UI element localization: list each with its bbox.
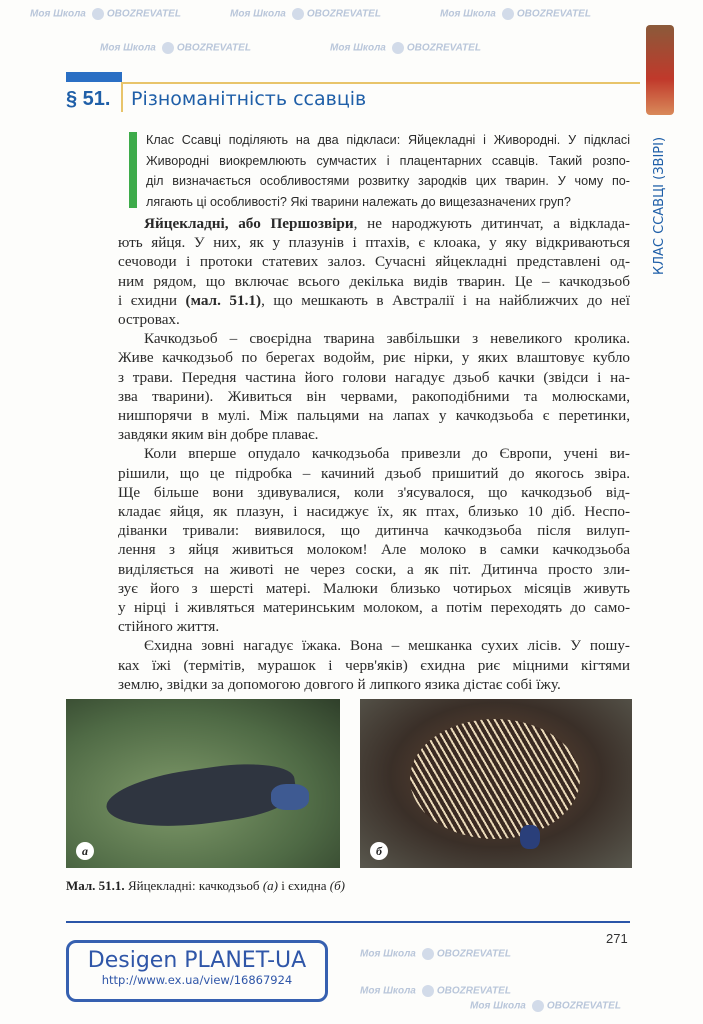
text-segment: Качкодзьоб – своєрідна тварина завбільшки з невеликого кролика. [144,330,630,348]
bold-term: (мал. 51.1) [185,291,262,309]
echidna-photo [360,699,632,868]
watermark-school: Моя Школа [100,42,156,54]
text-line [118,560,630,579]
text-line [118,636,630,655]
watermark-logo-icon [292,8,304,20]
stamp-title: Desigen PLANET-UA [87,948,307,973]
text-segment: лення з яйця живиться молоком! Але молоко в самки качкодзьоба [118,541,630,559]
watermark-school: Моя Школа [230,8,286,20]
text-line [118,675,630,694]
watermark-logo-icon [532,1000,544,1012]
page-title: Різноманітність ссавців [131,88,367,110]
text-segment: Ще більше вони здивувалися, коли з'ясувалося, що качкодзьоб від- [118,483,630,501]
text-line [118,310,630,329]
watermark [470,1000,621,1012]
paragraph [118,214,630,329]
text-segment: виділяється на животі не через соски, а як піт. Дитинча просто зли- [118,560,630,578]
paragraph [118,444,630,636]
caption-a: (а) [262,878,278,893]
bold-term: Яйцекладні, або Першозвіри [144,215,354,232]
watermark [330,42,481,54]
watermark-logo-icon [92,8,104,20]
watermark-school: Моя Школа [440,8,496,20]
watermark-logo-icon [502,8,514,20]
watermark-logo-icon [422,985,434,997]
echidna-snout [520,825,540,849]
watermark-school: Моя Школа [30,8,86,20]
text-segment: нишпорячи в мулі. Між пальцями на лапах у качкодзьоба є перетинки, [118,407,630,425]
caption-number: Мал. 51.1. [66,878,125,893]
text-line [118,502,630,521]
watermark-school: Моя Школа [470,1000,526,1012]
platypus-body [103,756,299,837]
header-accent-bar [66,72,122,82]
text-line [118,406,630,425]
watermark [230,8,381,20]
text-line [118,214,630,233]
figure-caption [66,878,345,894]
text-segment: Коли вперше опудало качкодзьоба привезли до Європи, учені ви- [144,445,630,463]
watermark [30,8,181,20]
text-segment: рішили, що це підробка – качиний дзьоб пришитий до якогось звіра. [118,464,630,482]
text-segment: сечоводи і протоки статевих залоз. Сучасні яйцекладні представлені од- [118,253,630,271]
watermark-brand: OBOZREVATEL [106,8,181,20]
watermark-brand: OBOZREVATEL [306,8,381,20]
text-segment: , що мешкають в Австралії і на найближчих до неї [261,291,630,309]
page-number: 271 [606,931,628,946]
watermark-logo-icon [392,42,404,54]
text-segment: кладає яйця, як плазун, і насиджує їх, як птах, близько 10 діб. Неспо- [118,503,630,521]
intro-line: Живородні виокремлюють сумчастих і плацентарних ссавців. Такий розпо- [146,153,630,168]
platypus-photo [66,699,340,868]
text-segment: стійного життя. [118,618,220,636]
section-number: § 51. [66,88,111,110]
text-line [118,579,630,598]
intro-line: Клас Ссавці поділяють на два підкласи: Яйцекладні і Живородні. У підкласі [146,133,630,147]
watermark [100,42,251,54]
side-tab [642,25,678,275]
text-line [118,368,630,387]
text-line [118,483,630,502]
photo-label-b: б [370,842,388,860]
text-segment: Живе качкодзьоб по берегах водойм, риє нірки, у яких влаштовує кубло [118,349,630,367]
text-line [118,540,630,559]
text-segment: островах. [118,311,180,329]
watermark-brand: OBOZREVATEL [516,8,591,20]
intro-line: діл визначається особливостями розвитку зародків цих тварин. У чому по- [146,174,630,188]
text-segment: ним рядом, що включає всього декілька видів тварин. Це – качкодзьоб [118,272,630,290]
text-segment: діванки тривали: виявилося, що дитинча качкодзьоба після вилуп- [118,522,630,540]
text-segment: Єхидна зовні нагадує їжака. Вона – мешканка сухих лісів. У пошу- [144,637,630,655]
text-segment: завдяки яким він добре плаває. [118,426,319,444]
watermark [440,8,591,20]
footer-rule [66,921,630,923]
text-line [118,233,630,252]
watermark-brand: OBOZREVATEL [436,948,511,960]
watermark-school: Моя Школа [360,948,416,960]
caption-text: і єхидна [277,878,330,893]
text-line [118,464,630,483]
text-segment: зує його з шерсті матері. Малюки близько чотирьох місяців живуть [118,579,630,597]
caption-b: (б) [329,878,345,893]
text-line [118,617,630,636]
text-segment: у нірці і живляться материнським молоком, а потім переходять до само- [118,599,630,617]
header-divider [121,82,123,112]
paragraph [118,329,630,444]
watermark [360,985,511,997]
watermark-brand: OBOZREVATEL [546,1000,621,1012]
header-rule [122,82,640,84]
text-segment: землю, звідки за допомогою довгого й липкого язика дістає собі їжу. [118,675,561,693]
watermark-brand: OBOZREVATEL [176,42,251,54]
text-line [118,348,630,367]
text-line [118,252,630,271]
intro-marker [129,132,137,208]
text-segment: , не народжують дитинчат, а відклада- [353,215,630,232]
text-line [118,272,630,291]
text-line [118,425,630,444]
text-line [118,656,630,675]
side-tab-deer-image [646,25,674,115]
text-segment: зва тварини). Живиться він червами, ракоподібними та молюсками, [118,387,630,405]
text-line [118,521,630,540]
text-line [118,598,630,617]
scan-stamp [66,940,328,1002]
stamp-url: http://www.ex.ua/view/16867924 [101,973,293,987]
platypus-bill [271,784,309,810]
text-line [118,387,630,406]
watermark-logo-icon [422,948,434,960]
body-text [118,214,630,694]
text-line [118,444,630,463]
watermark-brand: OBOZREVATEL [406,42,481,54]
watermark-brand: OBOZREVATEL [436,985,511,997]
photo-label-a: а [76,842,94,860]
text-segment: з трави. Передня частина його голови нагадує дзьоб качки (звідси і на- [118,368,630,386]
text-line [118,329,630,348]
watermark-logo-icon [162,42,174,54]
watermark-school: Моя Школа [330,42,386,54]
caption-text: Яйцекладні: качкодзьоб [124,878,263,893]
side-tab-label: КЛАС ССАВЦІ (ЗВІРІ) [652,136,667,275]
text-line [118,291,630,310]
text-segment: ках їжі (термітів, мурашок і черв'яків) єхидна риє міцними кігтями [118,656,630,674]
text-segment: ють яйця. У них, як у плазунів і птахів, є клоака, у яку відкриваються [118,234,630,252]
text-segment: і єхидни [118,291,186,309]
intro-box [146,130,630,212]
watermark [360,948,511,960]
intro-line: лягають ці особливості? Які тварини належать до вищезазначених груп? [146,194,571,209]
paragraph [118,636,630,694]
watermark-school: Моя Школа [360,985,416,997]
echidna-spines [410,719,580,839]
